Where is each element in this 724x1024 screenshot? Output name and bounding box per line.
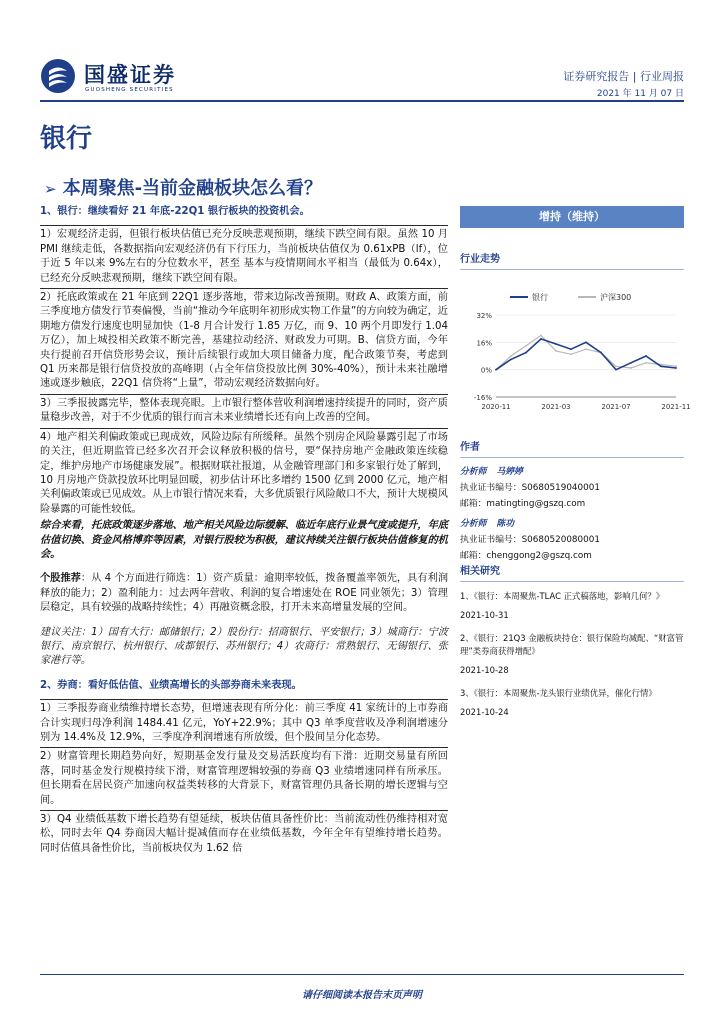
analyst-cert: 执业证书编号：S0680520080001 bbox=[460, 535, 600, 545]
related-divider bbox=[460, 581, 684, 582]
paragraph-property: 4）地产相关利偏政策或已现成效，风险边际有所缓释。虽然个别房企风险暴露引起了市场的关注，但近期监管已经多次召开会议释放积极的信号，要“保持房地产金融政策连续稳定，维护房地产市场健康发展”。根据财联社报道，从金融管理部门和多家银行处了解到，10 月房地产贷款投放环比明显回暖，初步估计环比多增约 1500 亿到 2000 亿元，地产相关利偏政策或已见成效。从上市银行情况来看，大多优质银行风险敞口不大，预计大规模风险暴露的可能性较低。 bbox=[40, 428, 448, 517]
brand-name-cn: 国盛证券 bbox=[84, 63, 176, 87]
brand-name-en: GUOSHENG SECURITIES bbox=[85, 87, 174, 93]
related-section bbox=[460, 562, 684, 729]
footer-divider bbox=[40, 974, 684, 975]
related-item[interactable]: 2、《银行：21Q3 金融板块持仓：银行保险均减配、“财富管理”类券商获得增配》 bbox=[460, 633, 684, 656]
section-broker-heading: 2、券商：看好低估值、业绩高增长的头部券商未来表现。 bbox=[40, 679, 302, 691]
related-item[interactable]: 1、《银行：本周聚焦-TLAC 正式稿落地，影响几何？》 bbox=[460, 591, 665, 601]
data-point bbox=[630, 367, 632, 369]
stock-picks-label: 个股推荐 bbox=[40, 573, 81, 585]
report-date: 2021 年 11 月 07 日 bbox=[596, 89, 684, 99]
headline bbox=[44, 174, 322, 200]
x-tick-label: 2021-07 bbox=[601, 403, 631, 411]
data-point bbox=[585, 348, 587, 350]
data-point bbox=[495, 369, 497, 371]
chart-axes bbox=[474, 312, 691, 411]
data-point bbox=[525, 352, 527, 354]
legend-label: 沪深300 bbox=[600, 293, 632, 302]
data-point bbox=[645, 355, 647, 357]
x-tick-label: 2020-11 bbox=[481, 403, 511, 411]
analyst-2 bbox=[460, 518, 684, 530]
data-point bbox=[675, 365, 677, 367]
related-date: 2021-10-31 bbox=[460, 610, 509, 620]
industry-title: 银行 bbox=[40, 124, 93, 154]
section-bank-heading: 1、银行：继续看好 21 年底-22Q1 银行板块的投资机会。 bbox=[40, 206, 310, 217]
paragraph-policy: 2）托底政策或在 21 年底到 22Q1 逐步落地，带来边际改善预期。财政 A、政策方面，前三季度地方债发行节奏偏慢，当前“推动今年底明年初形成实物工作量”的方向较为确定，近期地方债发行速度也明显加快（1-8 月合计发行 1.85 万亿，而 9、10 两个月即发行 1.04 万亿），加上城投相关政策不断完善，基建拉动经济、财政发力可期。B、信贷方面，今年央行提前召开信贷形势会议，预计后续银行或加大项目储备力度，配合政策节奏，考虑到 Q1 历来都是银行信贷投放的高峰期（占全年信贷投放比例 30%-40%），预计未来社融增速或逐步触底，22Q1 信贷将“上量”，带动宏观经济数据向好。 bbox=[40, 288, 448, 392]
stock-picks-text: ：从 4 个方面进行筛选：1）资产质量：逾期率较低，拨备覆盖率领先，具有利润释放的能力；2）盈利能力：过去两年营收、利润的复合增速处在 ROE 同业领先；3）管理层稳定，具有较强的战略持续性；4）再融资概念股，打开未来高增量发展的空间。 bbox=[40, 573, 449, 614]
analyst-name: 陈功 bbox=[496, 519, 515, 529]
legend-label: 银行 bbox=[532, 293, 548, 302]
analyst-1 bbox=[460, 466, 684, 478]
x-tick-label: 2021-03 bbox=[541, 403, 571, 411]
related-date: 2021-10-28 bbox=[460, 665, 509, 675]
brand-logo bbox=[40, 58, 250, 98]
data-point bbox=[555, 343, 557, 345]
analyst-email[interactable]: 邮箱：matingting@gszq.com bbox=[460, 499, 586, 509]
data-point bbox=[615, 365, 617, 367]
data-point bbox=[540, 335, 542, 337]
footer-disclaimer: 请仔细阅读本报告末页声明 bbox=[302, 990, 422, 1001]
paragraph-stock-picks bbox=[40, 572, 448, 615]
data-point bbox=[510, 359, 512, 361]
data-point bbox=[525, 345, 527, 347]
data-point bbox=[555, 350, 557, 352]
data-point bbox=[585, 341, 587, 343]
y-tick-label: -16% bbox=[473, 394, 492, 402]
data-point bbox=[645, 362, 647, 364]
paragraph-valuation: 3）Q4 业绩低基数下增长趋势有望延续，板块估值具备性价比：当前流动性仍维持相对宽松，同时去年 Q4 券商因大幅计提减值而存在业绩低基数，今年全年有望维持增长趋势。同时估值具备性价比，当前板块仅为 1.62 倍 bbox=[40, 810, 448, 856]
data-point bbox=[510, 355, 512, 357]
y-tick-label: 16% bbox=[476, 339, 492, 348]
author-divider bbox=[460, 457, 684, 458]
trend-section bbox=[460, 250, 684, 270]
header-divider bbox=[40, 100, 684, 102]
analyst-cert: 执业证书编号：S0680519040001 bbox=[460, 483, 600, 493]
arrow-right-icon: ➢ bbox=[44, 180, 57, 198]
series-line bbox=[496, 339, 676, 370]
paragraph-macro: 1）宏观经济走弱，但银行板块估值已充分反映悲观预期，继续下跌空间有限。虽然 10 月 PMI 继续走低，各数据指向宏观经济仍有下行压力，当前板块估值仅为 0.61xPB（lf），位于近 5 年以来 9%左右的分位数水平，甚至 基本与疫情期间水平相当（最低为 0.64x），已经充分反映悲观预期，继续下跌空间有限。 bbox=[40, 225, 448, 286]
y-tick-label: 32% bbox=[476, 312, 492, 320]
trend-divider bbox=[460, 269, 684, 270]
author-title: 作者 bbox=[460, 442, 480, 453]
data-point bbox=[570, 348, 572, 350]
rating-badge: 增持（维持） bbox=[460, 206, 684, 228]
trend-title: 行业走势 bbox=[460, 254, 500, 265]
chart-legend bbox=[510, 292, 631, 302]
y-tick-label: 0% bbox=[480, 366, 492, 375]
main-body bbox=[40, 205, 448, 858]
paragraph-summary: 综合来看，托底政策逐步落地、地产相关风险边际缓解、临近年底行业景气度或提升，年底估值切换、资金风格博弈等因素，对银行股较为积极，建议持续关注银行板块估值修复的机会。 bbox=[40, 520, 448, 560]
data-point bbox=[600, 352, 602, 354]
industry-trend-chart bbox=[460, 285, 691, 425]
data-point bbox=[675, 367, 677, 369]
paragraph-wealth-mgmt: 2）财富管理长期趋势向好，短期基金发行量及交易活跃度均有下滑：近期交易量有所回落，同时基金发行规模持续下滑，财富管理逻辑较强的券商 Q3 业绩增速同样有所承压。但长期看在居民资产加速向权益类转移的大背景下，财富管理仍具备长期的增长逻辑与空间。 bbox=[40, 747, 448, 808]
analyst-role: 分析师 bbox=[460, 519, 487, 529]
headline-text: 本周聚焦-当前金融板块怎么看？ bbox=[62, 178, 323, 199]
data-point bbox=[570, 353, 572, 355]
analyst-name: 马婷婷 bbox=[496, 467, 523, 477]
analyst-block bbox=[460, 466, 684, 562]
paragraph-earnings: 3）三季报披露完毕，整体表现亮眼。上市银行整体营收利润增速持续提升的同时，资产质量稳步改善，对于不少优质的银行而言未来业绩增长还有向上改善的空间。 bbox=[40, 394, 448, 426]
chart-series bbox=[495, 335, 677, 371]
related-date: 2021-10-24 bbox=[460, 707, 509, 717]
paragraph-recommendations: 建议关注：1）国有大行：邮储银行；2）股份行：招商银行、平安银行；3）城商行：宁波银行、南京银行、杭州银行、成都银行、苏州银行；4）农商行：常熟银行、无锡银行、张家港行等。 bbox=[40, 626, 448, 667]
analyst-email[interactable]: 邮箱：chenggong2@gszq.com bbox=[460, 551, 592, 561]
x-tick-label: 2021-11 bbox=[661, 403, 691, 411]
data-point bbox=[540, 338, 542, 340]
author-section bbox=[460, 438, 684, 562]
analyst-role: 分析师 bbox=[460, 467, 487, 477]
report-type: 证券研究报告 | 行业周报 bbox=[563, 70, 684, 83]
related-item[interactable]: 3、《银行：本周聚焦-龙头银行业绩优异，催化行情》 bbox=[460, 688, 657, 698]
paragraph-broker-earnings: 1）三季报券商业绩维持增长态势，但增速表现有所分化：前三季度 41 家统计的上市券商合计实现归母净利润 1484.41 亿元，YoY+22.9%；其中 Q3 单季度营收及净利润增速分别为 14.4%及 12.9%，三季度净利润增速有所放缓，但个股间呈分化态势。 bbox=[40, 699, 448, 745]
data-point bbox=[660, 365, 662, 367]
series-line bbox=[496, 336, 676, 370]
data-point bbox=[615, 369, 617, 371]
related-list bbox=[460, 590, 684, 719]
data-point bbox=[630, 362, 632, 364]
related-title: 相关研究 bbox=[460, 566, 500, 577]
brand-mark-icon bbox=[40, 58, 76, 94]
